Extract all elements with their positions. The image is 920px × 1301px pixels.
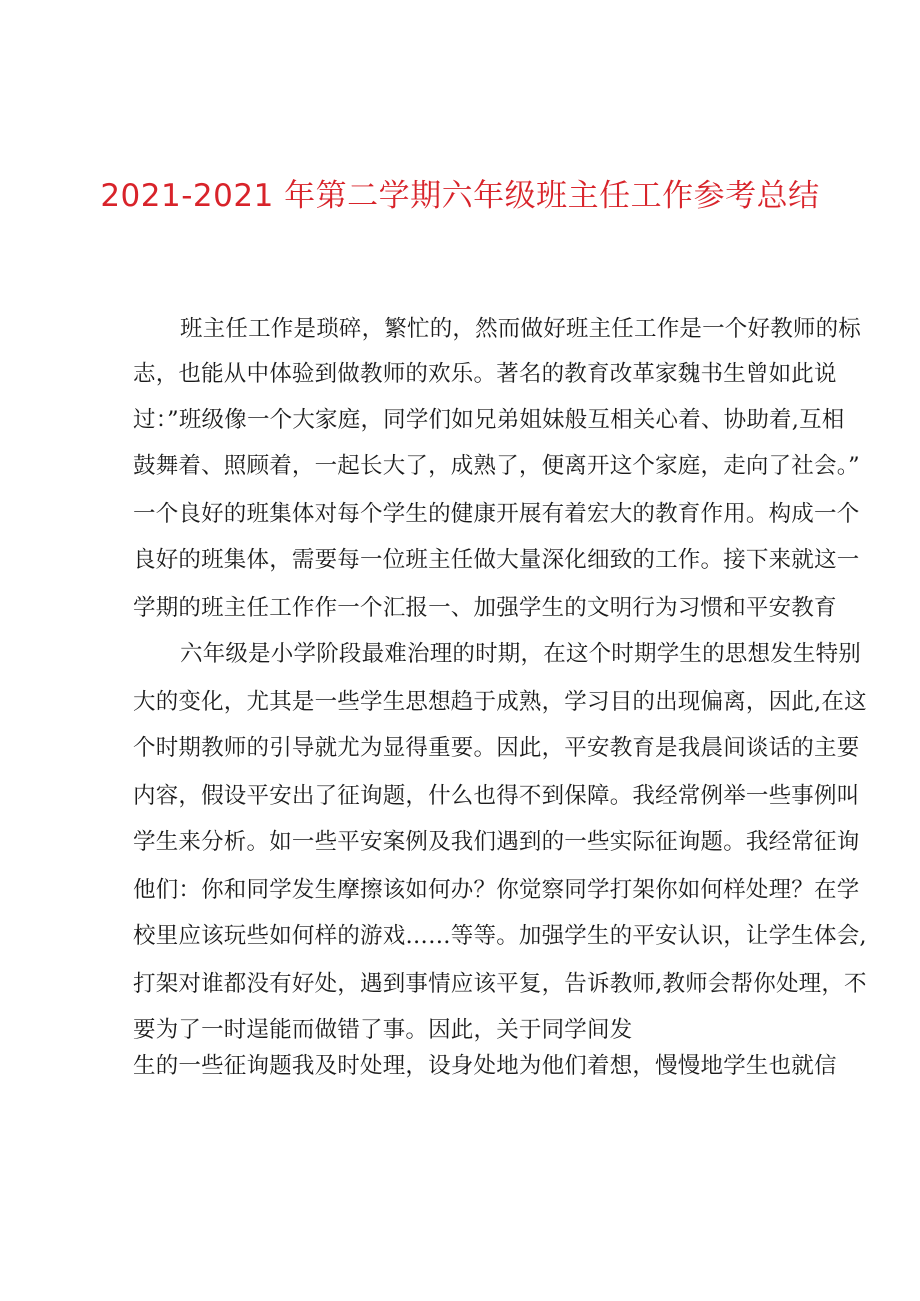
- paragraph-line: 个时期教师的引导就尤为显得重要。因此，平安教育是我晨间谈话的主要: [133, 735, 860, 761]
- paragraph-line: 志，也能从中体验到做教师的欢乐。著名的教育改革家魏书生曾如此说: [133, 361, 837, 387]
- paragraph-line: 校里应该玩些如何样的游戏……等等。加强学生的平安认识，让学生体会,: [133, 923, 867, 949]
- paragraph-line: 大的变化，尤其是一些学生思想趋于成熟，学习目的出现偏离，因此,在这: [133, 689, 867, 715]
- paragraph-line: 生的一些征询题我及时处理，设身处地为他们着想，慢慢地学生也就信: [133, 1053, 837, 1079]
- paragraph-line: 他们：你和同学发生摩擦该如何办？你觉察同学打架你如何样处理？在学: [133, 877, 860, 903]
- paragraph-line: 六年级是小学阶段最难治理的时期，在这个时期学生的思想发生特别: [180, 641, 862, 667]
- paragraph-line: 打架对谁都没有好处，遇到事情应该平复，告诉教师,教师会帮你处理，不: [133, 971, 867, 997]
- paragraph-line: 学生来分析。如一些平安案例及我们遇到的一些实际征询题。我经常征询: [133, 829, 860, 855]
- paragraph-line: 过：”班级像一个大家庭，同学们如兄弟姐妹般互相关心着、协助着,互相: [133, 407, 845, 433]
- paragraph-line: 内容，假设平安出了征询题，什么也得不到保障。我经常例举一些事例叫: [133, 783, 860, 809]
- paragraph-line: 要为了一时逞能而做错了事。因此，关于同学间发: [133, 1017, 633, 1043]
- paragraph-line: 良好的班集体，需要每一位班主任做大量深化细致的工作。接下来就这一: [133, 547, 860, 573]
- document-title: 2021-2021 年第二学期六年级班主任工作参考总结: [100, 178, 820, 214]
- paragraph-line: 班主任工作是琐碎，繁忙的，然而做好班主任工作是一个好教师的标: [180, 316, 862, 342]
- paragraph-line: 一个良好的班集体对每个学生的健康开展有着宏大的教育作用。构成一个: [133, 501, 860, 527]
- paragraph-line: 鼓舞着、照顾着，一起长大了，成熟了，便离开这个家庭，走向了社会。”: [133, 453, 860, 479]
- paragraph-line: 学期的班主任工作作一个汇报一、加强学生的文明行为习惯和平安教育: [133, 595, 837, 621]
